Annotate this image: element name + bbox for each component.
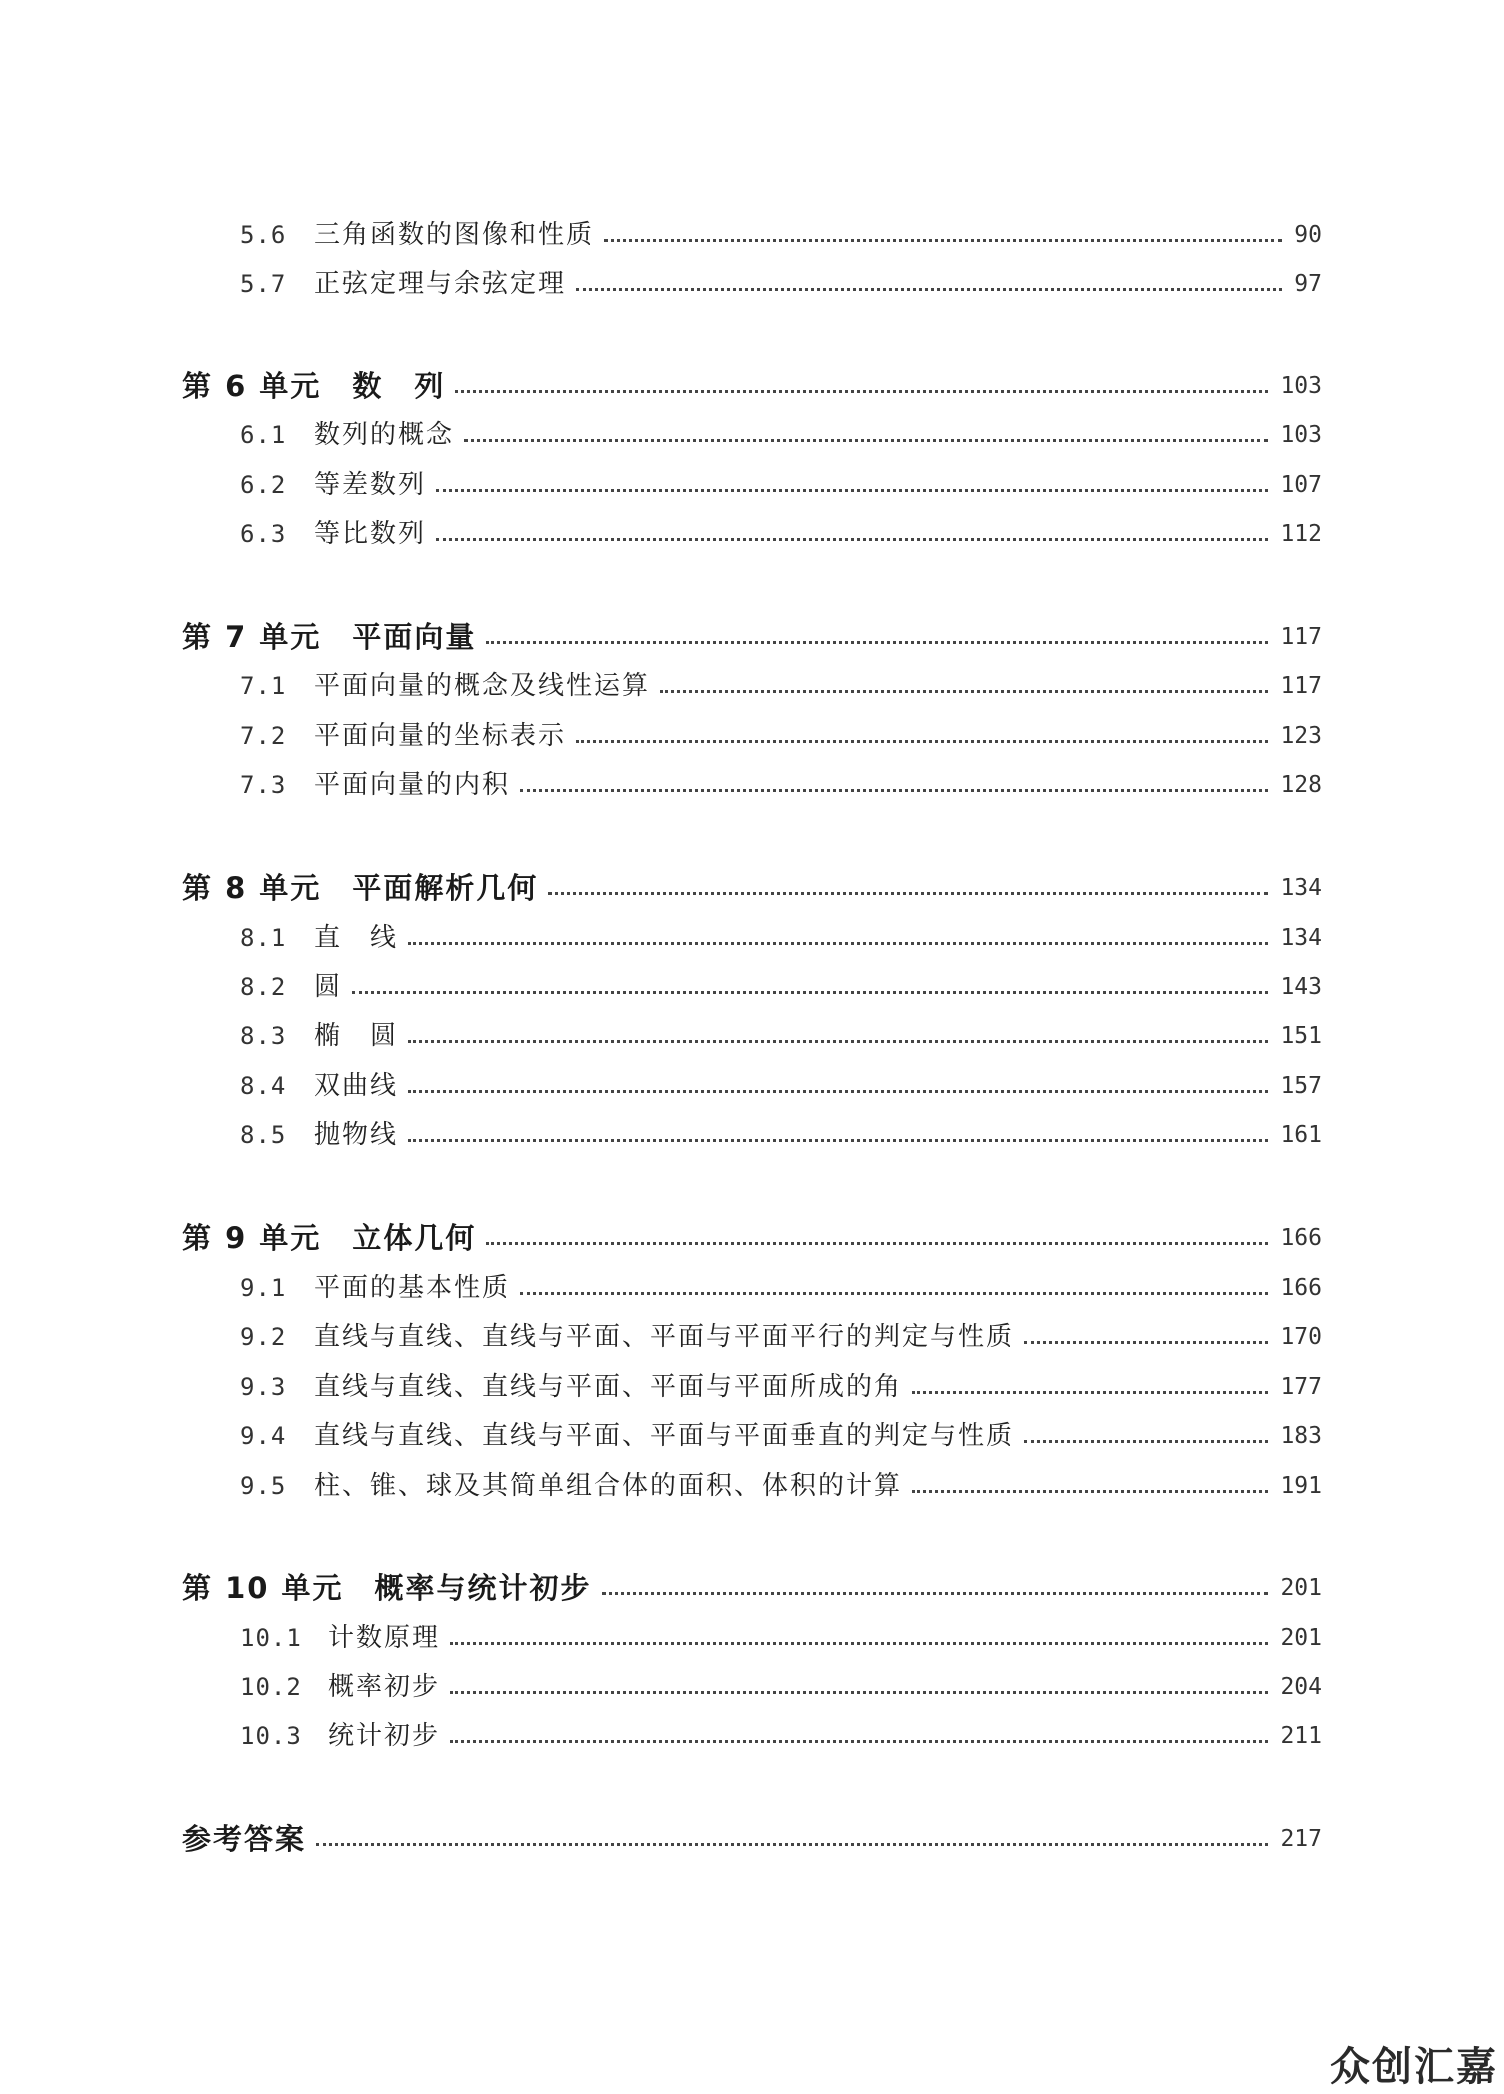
page-number: 204 [1280, 1674, 1322, 1700]
page-number: 157 [1280, 1073, 1322, 1099]
page-number: 166 [1280, 1275, 1322, 1301]
toc-section-row[interactable] [0, 1268, 1504, 1308]
section-title: 平面的基本性质 [314, 1273, 511, 1303]
section-title: 直线与直线、直线与平面、平面与平面平行的判定与性质 [314, 1322, 1015, 1352]
dot-leader [912, 1490, 1268, 1493]
toc-section-row[interactable] [0, 716, 1504, 756]
dot-leader [450, 1740, 1268, 1743]
dot-leader [464, 439, 1268, 442]
section-number: 6.1 [240, 421, 287, 449]
toc-section-row[interactable] [0, 1016, 1504, 1056]
toc-unit-row[interactable] [0, 868, 1504, 908]
section-number: 10.1 [240, 1624, 302, 1652]
dot-leader [520, 1292, 1268, 1295]
section-number: 9.4 [240, 1422, 287, 1450]
toc-section-row[interactable] [0, 765, 1504, 805]
section-number: 7.1 [240, 672, 287, 700]
toc-section-row[interactable] [0, 1317, 1504, 1357]
section-title: 概率初步 [328, 1672, 441, 1702]
page-number: 161 [1280, 1122, 1322, 1148]
page-number: 166 [1280, 1225, 1322, 1251]
toc-unit-row[interactable] [0, 366, 1504, 406]
section-number: 6.3 [240, 520, 287, 548]
page-number: 128 [1280, 772, 1322, 798]
dot-leader [660, 690, 1268, 693]
section-title: 计数原理 [328, 1623, 441, 1653]
section-title: 等差数列 [314, 470, 427, 500]
dot-leader [408, 1139, 1268, 1142]
section-number: 9.2 [240, 1323, 287, 1351]
page-number: 177 [1280, 1374, 1322, 1400]
page-number: 217 [1280, 1826, 1322, 1852]
section-title: 椭 圆 [314, 1021, 399, 1051]
dot-leader [548, 892, 1268, 895]
dot-leader [352, 991, 1268, 994]
toc-section-row[interactable] [0, 666, 1504, 706]
section-number: 8.1 [240, 924, 287, 952]
section-title: 平面向量的内积 [314, 770, 511, 800]
page-number: 211 [1280, 1723, 1322, 1749]
section-number: 9.5 [240, 1472, 287, 1500]
toc-section-row[interactable] [0, 415, 1504, 455]
section-number: 8.3 [240, 1022, 287, 1050]
page-number: 103 [1280, 373, 1322, 399]
section-number: 10.3 [240, 1722, 302, 1750]
section-title: 直 线 [314, 923, 399, 953]
toc-section-row[interactable] [0, 1716, 1504, 1756]
page-number: 123 [1280, 723, 1322, 749]
watermark-logo: 众创汇嘉 [1330, 2044, 1498, 2090]
section-number: 7.2 [240, 722, 287, 750]
dot-leader [408, 942, 1268, 945]
section-title: 平面向量的概念及线性运算 [314, 671, 651, 701]
section-number: 8.5 [240, 1121, 287, 1149]
section-title: 三角函数的图像和性质 [314, 220, 595, 250]
toc-section-row[interactable] [0, 1066, 1504, 1106]
section-number: 8.4 [240, 1072, 287, 1100]
unit-title: 参考答案 [182, 1822, 307, 1856]
dot-leader [450, 1642, 1268, 1645]
dot-leader [408, 1090, 1268, 1093]
unit-title: 第 8 单元 平面解析几何 [182, 871, 539, 905]
section-title: 双曲线 [314, 1071, 399, 1101]
dot-leader [455, 390, 1268, 393]
toc-section-row[interactable] [0, 1466, 1504, 1506]
toc-section-row[interactable] [0, 967, 1504, 1007]
dot-leader [408, 1040, 1268, 1043]
unit-title: 第 9 单元 立体几何 [182, 1221, 477, 1255]
dot-leader [520, 789, 1268, 792]
dot-leader [1024, 1440, 1268, 1443]
section-title: 抛物线 [314, 1120, 399, 1150]
toc-section-row[interactable] [0, 514, 1504, 554]
dot-leader [436, 538, 1268, 541]
section-number: 5.7 [240, 270, 287, 298]
page-number: 201 [1280, 1575, 1322, 1601]
page-number: 97 [1294, 271, 1322, 297]
page-number: 112 [1280, 521, 1322, 547]
section-title: 直线与直线、直线与平面、平面与平面所成的角 [314, 1372, 903, 1402]
page-number: 134 [1280, 875, 1322, 901]
page-number: 143 [1280, 974, 1322, 1000]
unit-title: 第 10 单元 概率与统计初步 [182, 1571, 592, 1605]
section-number: 8.2 [240, 973, 287, 1001]
dot-leader [576, 288, 1282, 291]
section-title: 柱、锥、球及其简单组合体的面积、体积的计算 [314, 1471, 903, 1501]
dot-leader [486, 1242, 1268, 1245]
section-number: 9.3 [240, 1373, 287, 1401]
toc-unit-row[interactable] [0, 1218, 1504, 1258]
page-number: 191 [1280, 1473, 1322, 1499]
toc-section-row[interactable] [0, 1618, 1504, 1658]
dot-leader [436, 489, 1268, 492]
dot-leader [1024, 1341, 1268, 1344]
unit-title: 第 6 单元 数 列 [182, 369, 446, 403]
toc-section-row[interactable] [0, 918, 1504, 958]
toc-section-row[interactable] [0, 264, 1504, 304]
toc-section-row[interactable] [0, 1367, 1504, 1407]
toc-unit-row[interactable] [0, 1819, 1504, 1859]
toc-section-row[interactable] [0, 1416, 1504, 1456]
dot-leader [576, 740, 1268, 743]
toc-section-row[interactable] [0, 465, 1504, 505]
dot-leader [604, 239, 1282, 242]
page-number: 103 [1280, 422, 1322, 448]
toc-unit-row[interactable] [0, 617, 1504, 657]
toc-section-row[interactable] [0, 1115, 1504, 1155]
toc-section-row[interactable] [0, 1667, 1504, 1707]
section-number: 5.6 [240, 221, 287, 249]
dot-leader [912, 1391, 1268, 1394]
section-number: 6.2 [240, 471, 287, 499]
section-title: 直线与直线、直线与平面、平面与平面垂直的判定与性质 [314, 1421, 1015, 1451]
section-title: 统计初步 [328, 1721, 441, 1751]
dot-leader [602, 1592, 1268, 1595]
toc-section-row[interactable] [0, 215, 1504, 255]
section-number: 10.2 [240, 1673, 302, 1701]
page-number: 117 [1280, 624, 1322, 650]
section-title: 平面向量的坐标表示 [314, 721, 567, 751]
section-title: 正弦定理与余弦定理 [314, 269, 567, 299]
page-number: 117 [1280, 673, 1322, 699]
toc-unit-row[interactable] [0, 1568, 1504, 1608]
page-number: 151 [1280, 1023, 1322, 1049]
page-number: 201 [1280, 1625, 1322, 1651]
section-title: 圆 [314, 972, 343, 1002]
page-number: 107 [1280, 472, 1322, 498]
dot-leader [486, 641, 1268, 644]
section-title: 等比数列 [314, 519, 427, 549]
page-number: 90 [1294, 222, 1322, 248]
section-number: 7.3 [240, 771, 287, 799]
unit-title: 第 7 单元 平面向量 [182, 620, 477, 654]
page-number: 134 [1280, 925, 1322, 951]
page-number: 183 [1280, 1423, 1322, 1449]
section-number: 9.1 [240, 1274, 287, 1302]
section-title: 数列的概念 [314, 420, 455, 450]
page-number: 170 [1280, 1324, 1322, 1350]
dot-leader [450, 1691, 1268, 1694]
dot-leader [316, 1843, 1268, 1846]
